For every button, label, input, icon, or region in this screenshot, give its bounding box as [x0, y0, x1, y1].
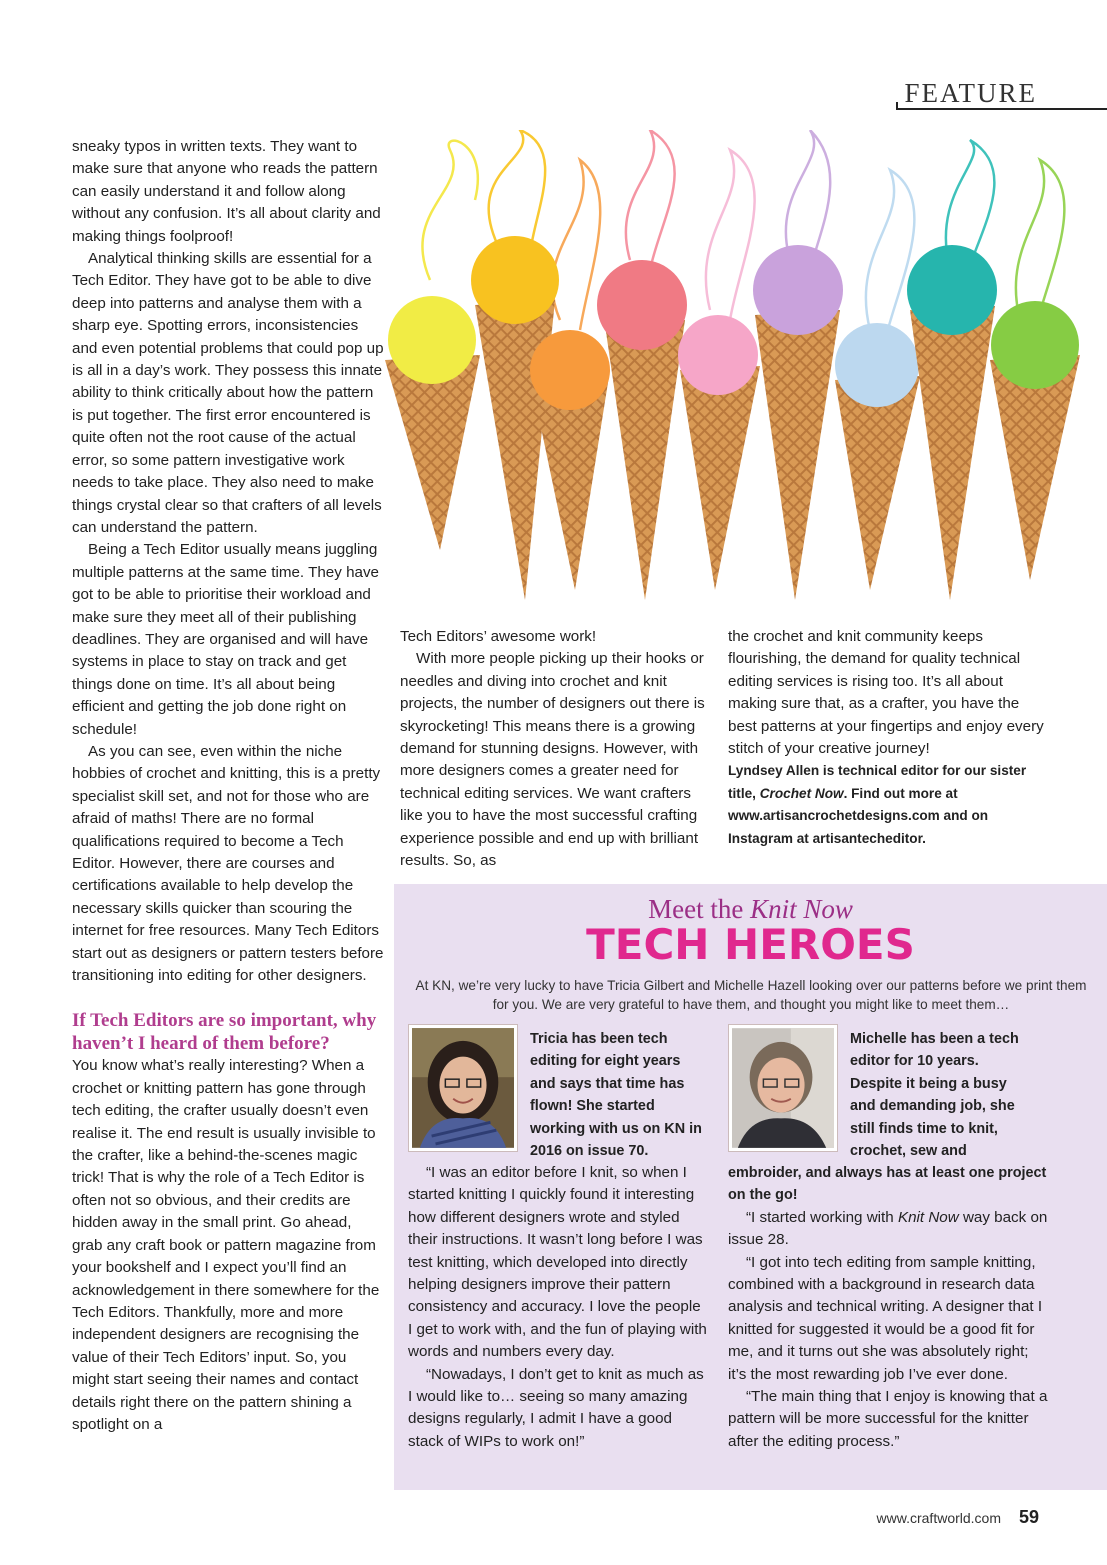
michelle-intro: Michelle has been a tech editor for 10 years. Despite it being a busy and demanding job, she still finds time to knit, crochet, sew and: [850, 1031, 1019, 1160]
michelle-photo: [728, 1024, 838, 1152]
page-number: 59: [1018, 1507, 1039, 1527]
middle-column: [400, 626, 712, 872]
box-title-italic: Knit Now: [750, 894, 853, 924]
portrait-image: [732, 1028, 834, 1148]
paragraph: “Nowadays, I don’t get to knit as much as I would like to… seeing so many amazing designs regularly, I admit I have a good stack of WIPs to work on!”: [408, 1365, 704, 1450]
section-rule: [896, 108, 1107, 110]
paragraph: the crochet and knit community keeps flourishing, the demand for quality technical editing services is rising too. It’s all about making sure that, as a crafter, you have the best patterns at your fingertips and enjoy every stitch of your creative journey!: [728, 628, 1044, 758]
paragraph: As you can see, even within the niche hobbies of crochet and knitting, this is a pretty specialist skill set, and not for those who are afraid of maths! There are no formal qualifications required to become a Tech Editor. However, there are courses and certifications available to help develop the necessary skills quicker than scouring the internet for free resources. Many Tech Editors start out as designers or pattern testers before transitioning into editing for other designers.: [72, 742, 384, 985]
tricia-quote: [408, 1162, 708, 1453]
portrait-image: [412, 1028, 514, 1148]
box-title-main: TECH HEROES: [586, 920, 915, 969]
tricia-photo: [408, 1024, 518, 1152]
yarn-cones-illustration: [380, 130, 1100, 600]
bio-text: . Find out more at www.artisancrochetdesigns.com and on Instagram at artisantecheditor.: [728, 785, 989, 846]
text: way back on issue 28.: [728, 1208, 1048, 1249]
magazine-title: Knit Now: [897, 1208, 959, 1226]
paragraph: “I got into tech editing from sample knitting, combined with a background in research data analysis and technical writing. A designer that I knitted for suggested it would be a good fit for me, and it turns out she was absolutely right; it’s the most rewarding job I’ve ever done.: [728, 1253, 1043, 1383]
paragraph: “I was an editor before I knit, so when I started knitting I quickly found it interesting how different designers wrote and styled their instructions. It wasn’t long before I was test knitting, which developed into directly helping designers improve their pattern consistency and accuracy. I love the people I get to work with, and the fun of playing with words and numbers every day.: [408, 1164, 707, 1361]
bio-title: Crochet Now: [759, 785, 844, 801]
bio-text: Lyndsey Allen is technical editor for our sister title,: [728, 763, 1027, 801]
paragraph: “The main thing that I enjoy is knowing that a pattern will be more successful for the knitter after the editing process.”: [728, 1388, 1048, 1450]
right-column: [728, 626, 1048, 850]
author-bio: [728, 760, 1048, 850]
left-column: [72, 136, 384, 1436]
text: “I started working with: [746, 1208, 898, 1226]
michelle-quote: [728, 1162, 1048, 1453]
paragraph: sneaky typos in written texts. They want to make sure that anyone who reads the pattern can easily understand it and follow along without any confusion. It’s all about clarity and making things foolproof!: [72, 138, 381, 245]
tricia-intro: Tricia has been tech editing for eight years and says that time has flown! She started working with us on KN in 2016 on issue 70.: [530, 1031, 702, 1160]
box-title-pre: Meet the: [648, 894, 751, 924]
michelle-intro-continued: embroider, and always has at least one project on the go!: [728, 1165, 1047, 1204]
box-intro: At KN, we’re very lucky to have Tricia Gilbert and Michelle Hazell looking over our patterns before we print them for you. We are very grateful to have them, and thought you might like to meet them…: [415, 978, 1087, 1012]
paragraph: Tech Editors’ awesome work!: [400, 628, 597, 645]
paragraph: You know what’s really interesting? When a crochet or knitting pattern has gone through tech editing, the crafter usually doesn’t even realise it. The end result is usually invisible to the crafter, like a behind-the-scenes magic trick! That is why the role of a Tech Editor is often not so obvious, and their credits are hidden away in the small print. Go ahead, grab any craft book or pattern magazine from your bookshelf and I expect you’ll find an acknowledgement in there somewhere for the Tech Editors. Thankfully, more and more independent designers are recognising the value of their Tech Editors’ input. So, you might start seeing their names and contact details right there on the pattern shining a spotlight on a: [72, 1057, 380, 1433]
footer-url: www.craftworld.com: [876, 1510, 1001, 1526]
paragraph: Being a Tech Editor usually means juggling multiple patterns at the same time. They have got to be able to prioritise their workload and make sure they meet all of their publishing deadlines. They are organised and will have systems in place to stay on track and get things done on time. It’s all about being efficient and getting the job done right on schedule!: [72, 541, 379, 738]
paragraph: Analytical thinking skills are essential for a Tech Editor. They have got to be able to dive deep into patterns and analyse them with a sharp eye. Spotting errors, inconsistencies and even potential problems that could pop up is all in a day’s work. They possess this innate ability to think critically about how the pattern is put together. The first error encountered is quite often not the root cause of the actual error, so some pattern investigative work needs to take place. They also need to make things crystal clear so that crafters of all levels can understand the pattern.: [72, 250, 384, 536]
tech-heroes-box: [394, 884, 1107, 1490]
paragraph: With more people picking up their hooks or needles and diving into crochet and knit projects, the number of designers out there is skyrocketing! This means there is a growing demand for stunning designs. However, with more designers comes a greater need for technical editing services. We want crafters like you to have the most successful crafting experience possible and end up with brilliant results. So, as: [400, 650, 705, 870]
subheading: If Tech Editors are so important, why haven’t I heard of them before?: [72, 1010, 377, 1055]
paragraph: [728, 1207, 1048, 1252]
section-label: FEATURE: [904, 78, 1037, 108]
